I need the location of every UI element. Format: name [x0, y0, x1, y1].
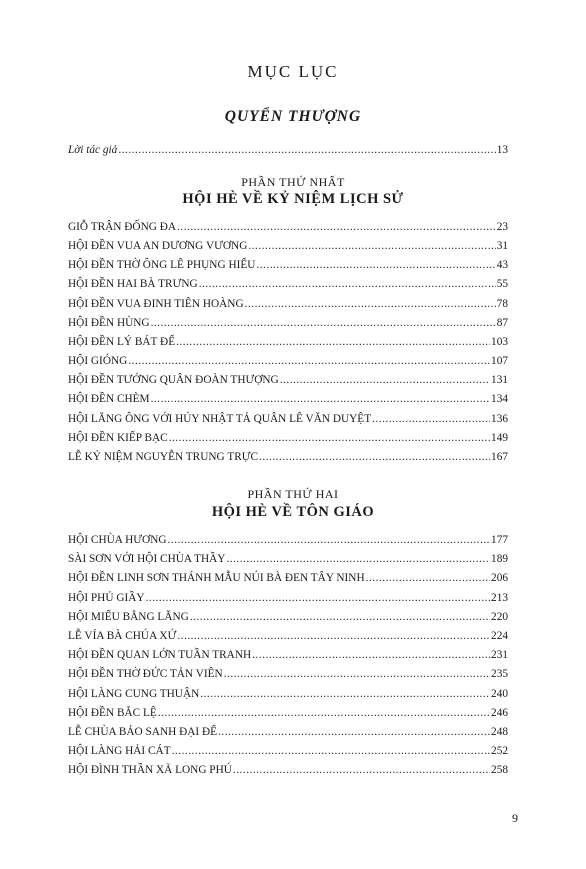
entry-page: 206 — [491, 572, 508, 585]
entry-title: HỘI ĐỀN LÝ BÁT ĐẾ — [68, 335, 176, 348]
dot-leader — [172, 742, 490, 760]
entry-title: LỄ KỶ NIỆM NGUYỄN TRUNG TRỰC — [68, 450, 259, 463]
toc-entry — [68, 761, 508, 779]
entry-title: HỘI ĐỀN KIẾP BẠC — [68, 431, 168, 444]
toc-entry — [68, 723, 508, 741]
entry-title: SÀI SƠN VỚI HỘI CHÙA THẦY — [68, 553, 226, 566]
toc-entry — [68, 448, 508, 466]
toc-entry — [68, 314, 508, 332]
dot-leader — [372, 410, 490, 428]
toc-entry — [68, 704, 508, 722]
dot-leader — [233, 761, 490, 779]
dot-leader — [280, 371, 490, 389]
entry-title: HỘI LÀNG CUNG THUẬN — [68, 687, 200, 700]
dot-leader — [248, 237, 495, 255]
entry-title: HỘI PHỦ GIẦY — [68, 591, 145, 604]
entry-page: 134 — [491, 393, 508, 406]
entry-page: 248 — [491, 726, 508, 738]
dot-leader — [218, 723, 490, 741]
entry-page: 131 — [491, 374, 508, 387]
dot-leader — [176, 333, 490, 351]
entry-title: HỘI CHÙA HƯƠNG — [68, 534, 167, 546]
entry-title: HỘI GIÓNG — [68, 355, 128, 368]
dot-leader — [169, 429, 490, 447]
entry-title: HỘI ĐỀN QUAN LỚN TUẦN TRANH — [68, 649, 252, 662]
dot-leader — [158, 704, 490, 722]
toc-entry — [68, 371, 508, 389]
toc-entry — [68, 627, 508, 645]
toc-entry — [68, 742, 508, 760]
entry-title: HỘI ĐỀN THỜ ĐỨC TẢN VIÊN — [68, 668, 223, 681]
toc-entry — [68, 410, 508, 428]
entry-page: 240 — [491, 687, 508, 700]
volume-title: QUYỂN THƯỢNG — [224, 108, 362, 125]
entry-page: 231 — [491, 649, 508, 662]
toc-entry-preface — [68, 141, 508, 159]
toc-entry — [68, 589, 508, 607]
entry-title: HỘI LĂNG ÔNG VỚI HÚY NHẬT TẢ QUÂN LÊ VĂN DUYỆT — [68, 412, 372, 425]
entry-title: HỘI ĐỀN VUA AN DƯƠNG VƯƠNG — [68, 240, 248, 253]
dot-leader — [259, 448, 490, 466]
dot-leader — [200, 685, 490, 703]
entry-title: HỘI ĐÌNH THẦN XÃ LONG PHÚ — [68, 764, 232, 777]
entry-page: 43 — [496, 259, 508, 272]
entry-page: 177 — [491, 534, 508, 546]
dot-leader — [146, 589, 490, 607]
page-title: MỤC LỤC — [247, 62, 339, 81]
entry-page: 235 — [491, 668, 508, 681]
dot-leader — [226, 550, 490, 568]
toc-entry — [68, 333, 508, 351]
entry-page: 167 — [491, 450, 508, 463]
toc-entry — [68, 275, 508, 293]
entry-page: 252 — [491, 745, 508, 758]
entry-title: HỘI ĐỀN LINH SƠN THÁNH MẪU NÚI BÀ ĐEN TÂY NINH — [68, 572, 365, 585]
toc-entry — [68, 429, 508, 447]
entry-page: 107 — [491, 355, 508, 368]
entry-page: 149 — [491, 431, 508, 444]
toc-entry — [68, 665, 508, 683]
dot-leader — [151, 390, 490, 408]
entry-title: HỘI ĐỀN CHÈM — [68, 393, 150, 406]
entry-title: LỄ VÍA BÀ CHÚA XỨ — [68, 630, 177, 642]
part2-title: HỘI HÈ VỀ TÔN GIÁO — [211, 504, 375, 520]
toc-entry — [68, 646, 508, 664]
entry-title: HỘI ĐỀN BẮC LỆ — [68, 706, 157, 719]
entry-title: HỘI ĐỀN VUA ĐINH TIÊN HOÀNG — [68, 297, 244, 310]
page-number: 9 — [512, 811, 518, 825]
entry-title: Lời tác giả — [68, 144, 118, 156]
toc-entry — [68, 685, 508, 703]
dot-leader — [177, 218, 496, 236]
entry-page: 189 — [491, 553, 508, 566]
toc-entry — [68, 569, 508, 587]
dot-leader — [366, 569, 490, 587]
dot-leader — [118, 141, 495, 159]
entry-page: 87 — [496, 316, 508, 329]
part2-label: PHẦN THỨ HAI — [247, 487, 339, 501]
toc-entry — [68, 390, 508, 408]
entry-title: HỘI ĐỀN HAI BÀ TRƯNG — [68, 278, 198, 291]
entry-page: 224 — [491, 630, 508, 642]
toc-entry — [68, 256, 508, 274]
dot-leader — [151, 314, 496, 332]
entry-page: 136 — [491, 412, 508, 425]
part1-label: PHẦN THỨ NHẤT — [241, 175, 345, 189]
entry-page: 55 — [496, 278, 508, 291]
toc-entry — [68, 608, 508, 626]
dot-leader — [224, 665, 490, 683]
entry-title: LỄ CHÙA BẢO SANH ĐẠI ĐẾ — [68, 726, 218, 738]
entry-title: HỘI MIẾU BẰNG LĂNG — [68, 610, 189, 623]
dot-leader — [199, 275, 496, 293]
toc-entry — [68, 295, 508, 313]
entry-page: 258 — [491, 764, 508, 777]
toc-entry — [68, 550, 508, 568]
dot-leader — [245, 295, 496, 313]
dot-leader — [256, 256, 495, 274]
part1-title: HỘI HÈ VỀ KỶ NIỆM LỊCH SỬ — [182, 191, 404, 207]
toc-entry — [68, 531, 508, 549]
entry-page: 31 — [496, 240, 508, 253]
dot-leader — [177, 627, 490, 645]
toc-entry — [68, 237, 508, 255]
dot-leader — [128, 352, 490, 370]
toc-entry — [68, 218, 508, 236]
dot-leader — [168, 531, 491, 549]
entry-title: GIỖ TRẬN ĐỐNG ĐA — [68, 221, 177, 233]
dot-leader — [190, 608, 490, 626]
entry-page: 213 — [491, 591, 508, 604]
entry-title: HỘI LÀNG HẢI CÁT — [68, 745, 171, 758]
entry-title: HỘI ĐỀN THỜ ÔNG LÊ PHỤNG HIỂU — [68, 259, 256, 272]
dot-leader — [252, 646, 490, 664]
entry-page: 220 — [491, 610, 508, 623]
entry-page: 13 — [496, 144, 508, 156]
entry-page: 246 — [491, 706, 508, 719]
entry-title: HỘI ĐỀN TƯỚNG QUÂN ĐOÀN THƯỢNG — [68, 374, 279, 387]
toc-entry — [68, 352, 508, 370]
entry-page: 23 — [496, 221, 508, 233]
entry-page: 78 — [496, 297, 508, 310]
entry-page: 103 — [491, 335, 508, 348]
entry-title: HỘI ĐỀN HÙNG — [68, 316, 150, 329]
